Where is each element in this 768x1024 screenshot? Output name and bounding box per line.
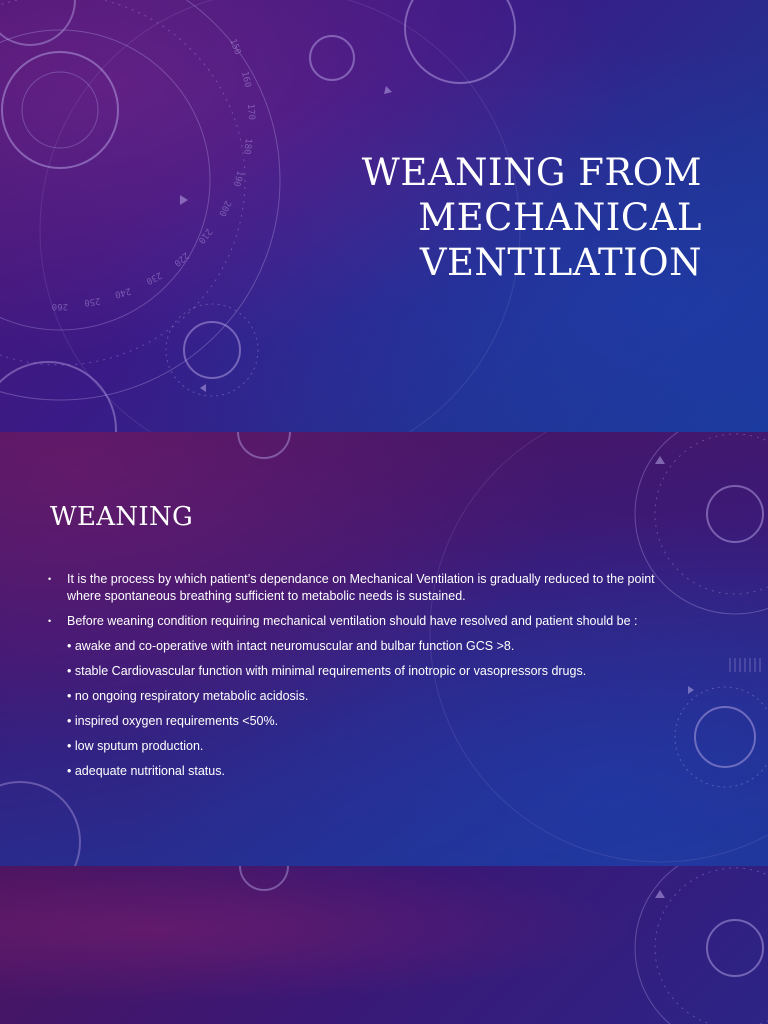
- dial-label: 200: [216, 198, 233, 218]
- title-slide: [0, 0, 768, 432]
- sub-bullet-item: • stable Cardiovascular function with minimal requirements of inotropic or vasopressors drugs.: [67, 664, 587, 678]
- sub-bullet-item: • awake and co-operative with intact neuromuscular and bulbar function GCS >8.: [67, 639, 515, 653]
- slide-title: [302, 150, 702, 285]
- circle-decoration-graphic: [0, 866, 768, 1024]
- dial-label: 250: [83, 295, 101, 308]
- dial-label: 210: [195, 226, 214, 246]
- partial-slide: [0, 866, 768, 1024]
- bullet-list: [46, 571, 686, 788]
- title-line: MECHANICAL: [418, 196, 702, 240]
- dial-label: 220: [171, 249, 191, 268]
- dial-label: 160: [239, 70, 253, 89]
- sub-bullet-item: • inspired oxygen requirements <50%.: [67, 714, 279, 728]
- dial-label: 180: [241, 137, 253, 155]
- sub-bullet-item: • adequate nutritional status.: [67, 764, 225, 778]
- sub-bullet-item: • no ongoing respiratory metabolic acidosis.: [67, 689, 309, 703]
- title-line: WEANING FROM: [361, 151, 702, 194]
- slide-heading: WEANING: [50, 502, 194, 532]
- sub-bullet-item: • low sputum production.: [67, 739, 204, 753]
- bullet-item: • Before weaning condition requiring mechanical ventilation should have resolved and patient should be :: [46, 613, 686, 630]
- dial-label: 230: [144, 269, 164, 286]
- dial-label: 170: [245, 103, 257, 121]
- dial-label: 260: [51, 301, 68, 311]
- content-slide: [0, 432, 768, 866]
- dial-label: 150: [227, 37, 243, 57]
- dial-label: 190: [230, 169, 245, 188]
- dial-label: 240: [113, 285, 132, 300]
- bullet-item: • It is the process by which patient’s dependance on Mechanical Ventilation is gradually reduced to the point where spontaneous breathing sufficient to metabolic needs is sustained.: [46, 571, 686, 605]
- title-line: VENTILATION: [419, 241, 702, 285]
